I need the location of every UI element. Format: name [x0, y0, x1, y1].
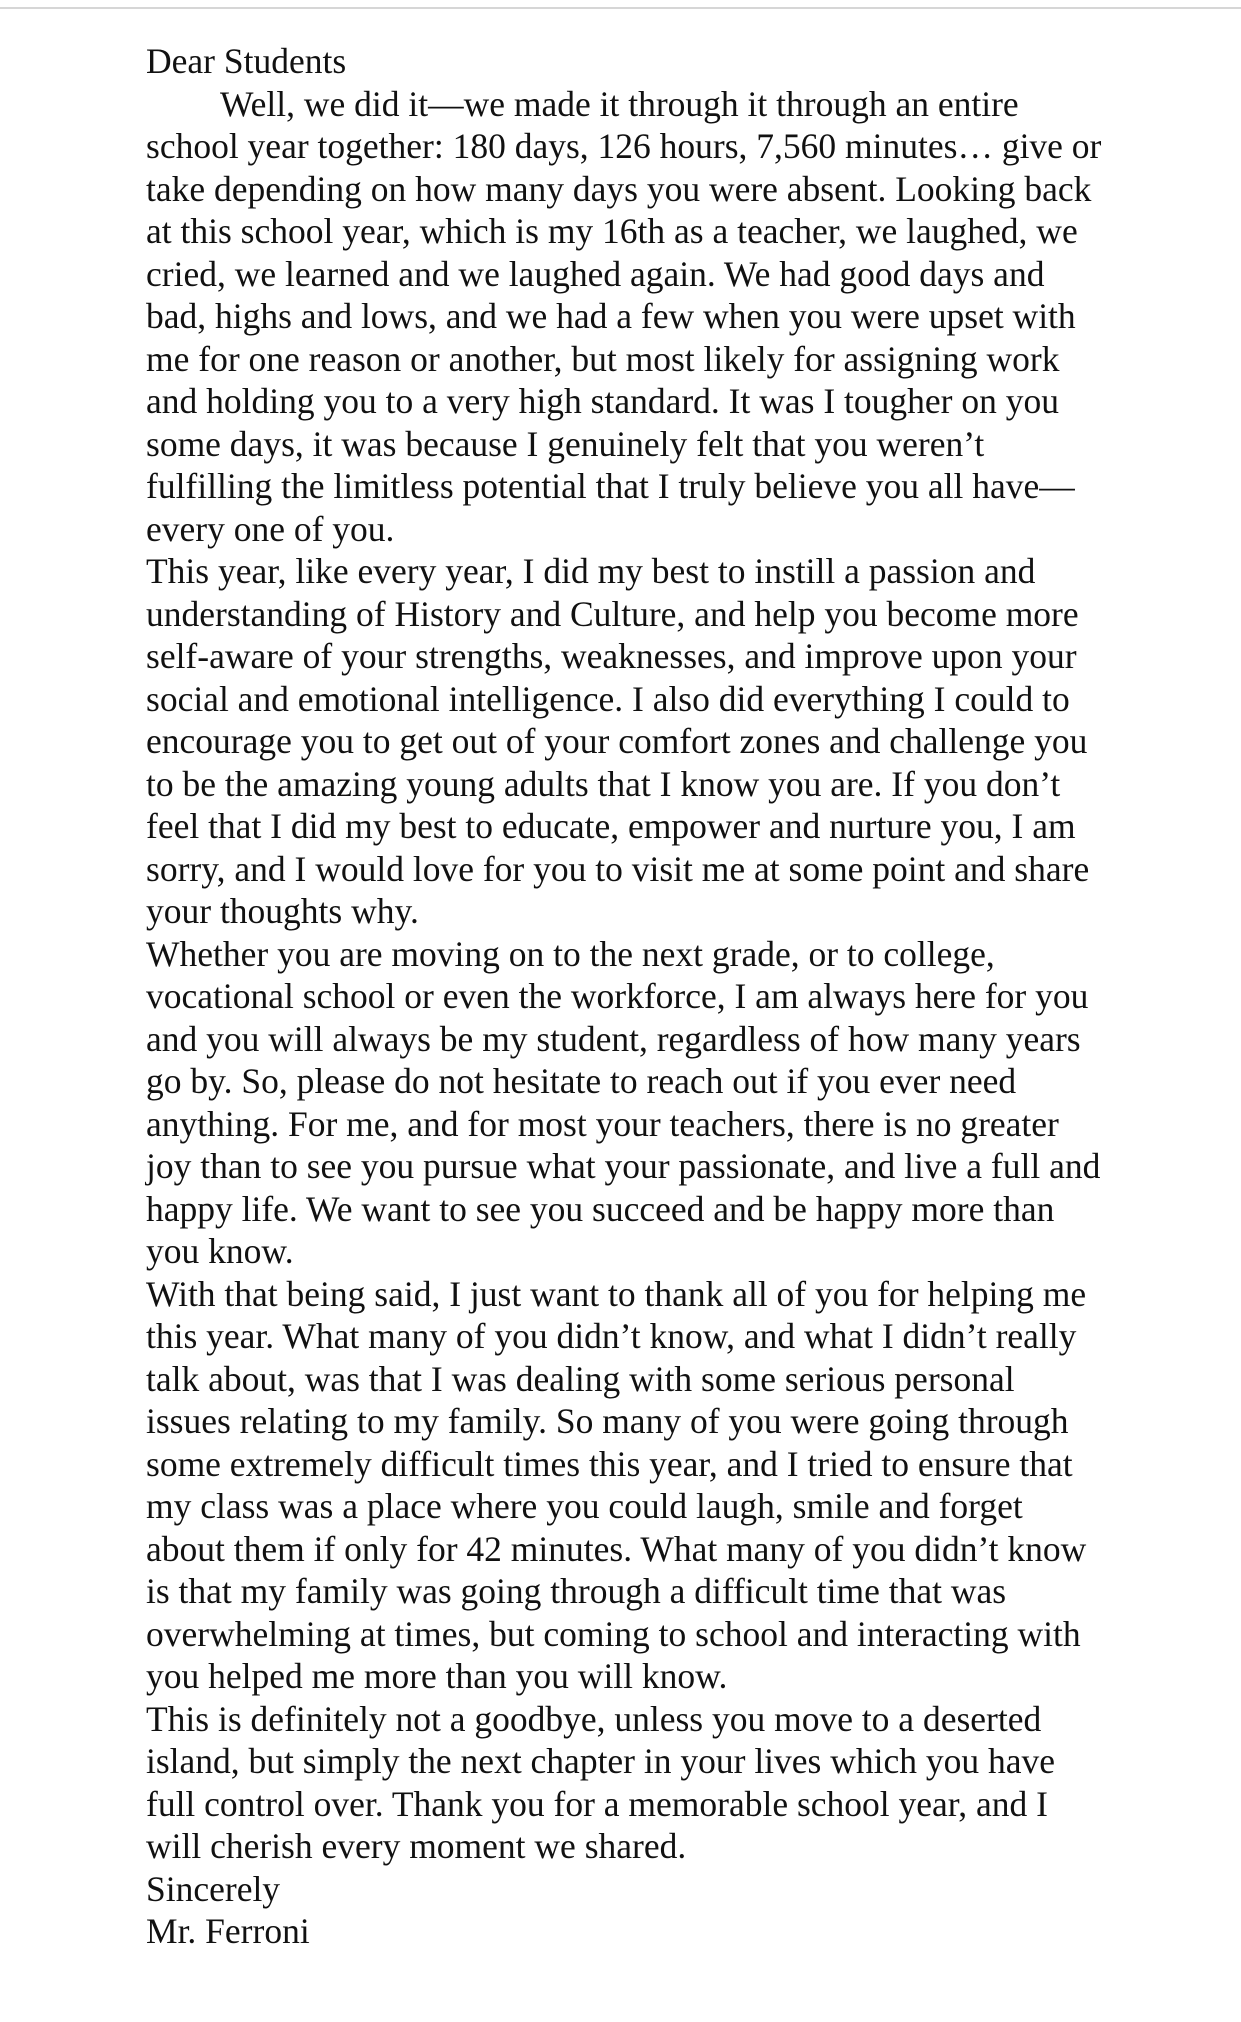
paragraph-5: This is definitely not a goodbye, unless you move to a deserted island, but simply the next chapter in your lives which you have full control over. Thank you for a memorable school year, and I will cherish every moment we shared. [146, 1698, 1056, 1866]
salutation: Dear Students [146, 41, 347, 81]
paragraph-4: With that being said, I just want to thank all of you for helping me this year. What many of you didn’t know, and what I didn’t really talk about, was that I was dealing with some serious personal issues relating to my family. So many of you were going through some extremely difficult times this year, and I tried to ensure that my class was a place where you could laugh, smile and forget about them if only for 42 minutes. What many of you didn’t know is that my family was going through a difficult time that was overwhelming at times, but coming to school and interacting with you helped me more than you will know. [146, 1273, 1087, 1696]
paragraph-3: Whether you are moving on to the next grade, or to college, vocational school or even the workforce, I am always here for you and you will always be my student, regardless of how many years go by. So, please do not hesitate to reach out if you ever need anything. For me, and for most your teachers, there is no greater joy than to see you pursue what your passionate, and live a full and happy life. We want to see you succeed and be happy more than you know. [146, 933, 1101, 1271]
paragraph-1: Well, we did it—we made it through it through an entire school year together: 180 days, 126 hours, 7,560 minutes… give or take depending on how many days you were absent. Looking back at this school year, which is my 16th as a teacher, we laughed, we cried, we learned and we laughed again. We had good days and bad, highs and lows, and we had a few when you were upset with me for one reason or another, but most likely for assigning work and holding you to a very high standard. It was I tougher on you some days, it was because I genuinely felt that you weren’t fulfilling the limitless potential that I truly believe you all have—every one of you. [146, 83, 1102, 549]
paragraph-2: This year, like every year, I did my best to instill a passion and understanding of History and Culture, and help you become more self-aware of your strengths, weaknesses, and improve upon your social and emotional intelligence. I also did everything I could to encourage you to get out of your comfort zones and challenge you to be the amazing young adults that I know you are. If you don’t feel that I did my best to educate, empower and nurture you, I am sorry, and I would love for you to visit me at some point and share your thoughts why. [146, 551, 1090, 931]
top-divider [0, 7, 1241, 9]
signature: Mr. Ferroni [146, 1911, 310, 1951]
letter-body [146, 40, 1106, 1953]
closing: Sincerely [146, 1868, 281, 1909]
